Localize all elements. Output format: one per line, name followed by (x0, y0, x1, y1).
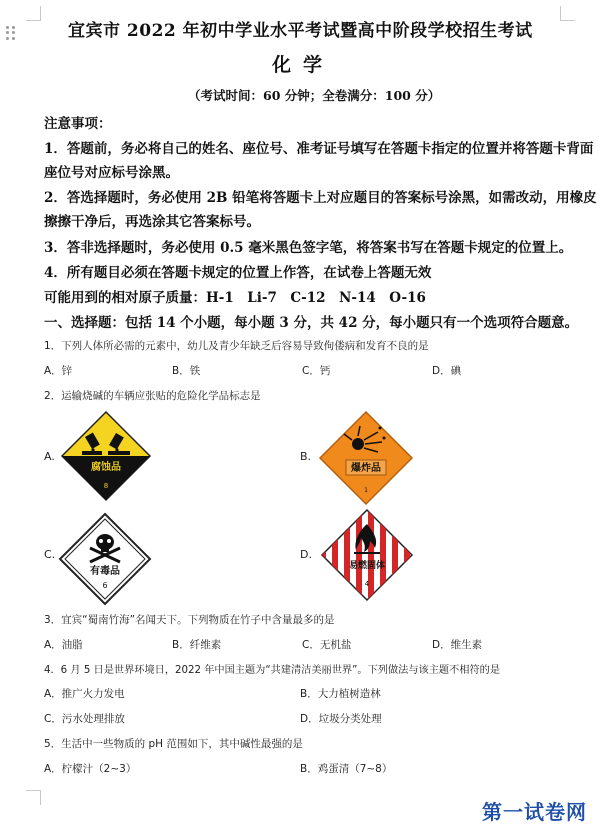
site-watermark: 第一试卷网 (482, 800, 587, 824)
sign-a-text: 腐蚀品 (91, 462, 121, 473)
flammable-solid-hazard-sign (320, 508, 414, 602)
note-item-1-line-2: 座位号对应标号涂黑。 (44, 165, 179, 181)
corrosive-hazard-sign (60, 410, 152, 502)
question-1-stem: 1．下列人体所必需的元素中，幼儿及青少年缺乏后容易导致佝偻病和发育不良的是 (44, 340, 429, 352)
question-2-stem: 2．运输烧碱的车辆应张贴的危险化学品标志是 (44, 390, 261, 402)
sign-b-text: 爆炸品 (351, 463, 381, 474)
question-5-option-a: A．柠檬汁（2~3） (44, 763, 137, 775)
question-3-option-c: C．无机盐 (302, 639, 352, 651)
crop-mark-bottom-left (26, 790, 41, 805)
crop-mark-top-left (26, 6, 41, 21)
note-item-3: 3．答非选择题时，务必使用 0.5 毫米黑色签字笔，将答案书写在答题卡规定的位置上。 (44, 240, 573, 256)
question-4-option-c: C．污水处理排放 (44, 713, 125, 725)
note-item-2-line-1: 2．答选择题时，务必使用 2B 铅笔将答题卡上对应题目的答案标号涂黑，如需改动，用橡皮 (44, 190, 597, 206)
note-item-4: 4．所有题目必须在答题卡规定的位置上作答，在试卷上答题无效 (44, 265, 432, 281)
question-2-option-b: B. (300, 450, 312, 463)
sign-c-number: 6 (102, 581, 108, 590)
question-2-option-c: C. (44, 548, 56, 561)
explosive-hazard-sign (318, 410, 414, 506)
sign-c-text: 有毒品 (90, 566, 120, 577)
atomic-masses: 可能用到的相对原子质量：H-1 Li-7 C-12 N-14 O-16 (44, 290, 426, 306)
question-3-option-b: B．纤维素 (172, 639, 222, 651)
question-4-option-b: B．大力植树造林 (300, 688, 381, 700)
question-4-option-d: D．垃圾分类处理 (300, 713, 382, 725)
question-1-option-d: D．碘 (432, 365, 462, 377)
question-1-option-a: A．锌 (44, 365, 73, 377)
note-item-2-line-2: 擦擦干净后，再选涂其它答案标号。 (44, 214, 260, 230)
crop-mark-top-right (560, 6, 575, 21)
sign-d-number: 4 (364, 580, 370, 588)
question-3-stem: 3．宜宾“蜀南竹海”名闻天下。下列物质在竹子中含量最多的是 (44, 614, 335, 626)
subject-title: 化学 (272, 54, 335, 76)
question-2-option-d: D. (300, 548, 312, 561)
question-1-option-c: C．钙 (302, 365, 331, 377)
exam-info: （考试时间：60 分钟；全卷满分：100 分） (188, 88, 441, 103)
question-4-option-a: A．推广火力发电 (44, 688, 125, 700)
question-4-stem: 4．6 月 5 日是世界环境日，2022 年中国主题为“共建清洁美丽世界”。下列做法与该主题不相符的是 (44, 665, 501, 676)
sign-d-text: 易燃固体 (348, 561, 386, 571)
question-1-option-b: B．铁 (172, 365, 201, 377)
question-3-option-a: A．油脂 (44, 639, 83, 651)
sign-b-number: 1 (364, 487, 368, 494)
question-2-option-a: A. (44, 450, 55, 463)
notes-heading: 注意事项： (44, 116, 112, 132)
sign-a-number: 8 (103, 482, 109, 490)
note-item-1-line-1: 1．答题前，务必将自己的姓名、座位号、准考证号填写在答题卡指定的位置并将答题卡背面 (44, 141, 594, 157)
toxic-hazard-sign (58, 512, 152, 606)
drag-handle-icon[interactable] (6, 26, 16, 40)
question-5-option-b: B．鸡蛋清（7~8） (300, 763, 393, 775)
question-5-stem: 5．生活中一些物质的 pH 范围如下，其中碱性最强的是 (44, 738, 303, 750)
page-title: 宜宾市 2022 年初中学业水平考试暨高中阶段学校招生考试 (68, 21, 533, 41)
question-3-option-d: D．维生素 (432, 639, 483, 651)
section-1-heading: 一、选择题：包括 14 个小题，每小题 3 分，共 42 分，每小题只有一个选项符合题意。 (44, 315, 579, 331)
